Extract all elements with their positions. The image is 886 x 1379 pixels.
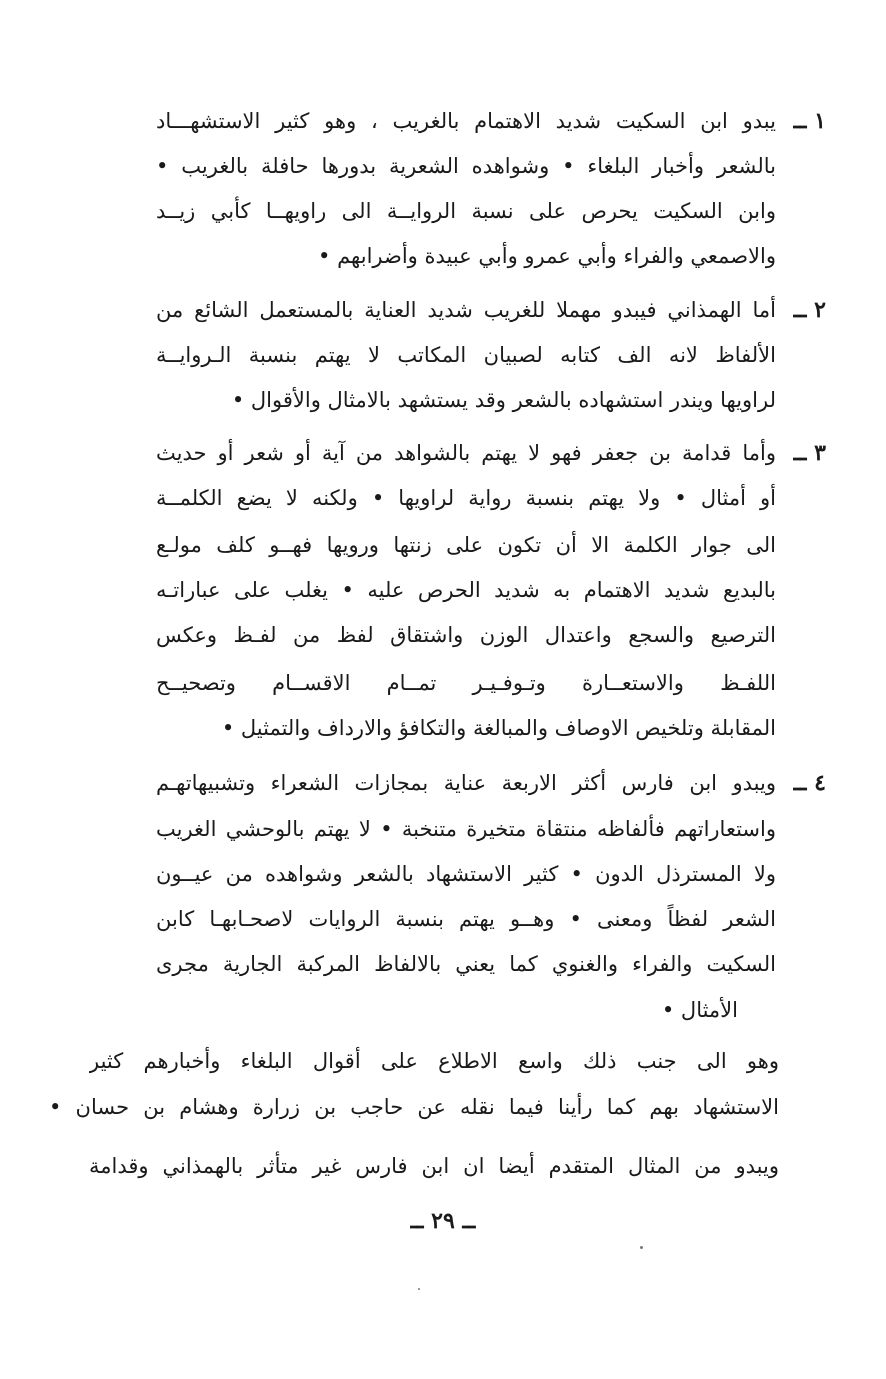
item-1-line-3: وابن السكيت يحرص على نسبة الروايــة الى راويهــا كأبي زيــد [156, 199, 776, 223]
closing-line-3: ويبدو من المثال المتقدم أيضا ان ابن فارس غير متأثر بالهمذاني وقدامة [89, 1154, 779, 1178]
item-2-number: ٢ ــ [793, 297, 826, 323]
item-2-line-1: أما الهمذاني فيبدو مهملا للغريب شديد العناية بالمستعمل الشائع من [156, 298, 776, 322]
scan-speck [418, 1288, 420, 1290]
item-3-line-7: المقابلة وتلخيص الاوصاف والمبالغة والتكافؤ والارداف والتمثيل • [221, 716, 776, 740]
item-1-line-4: والاصمعي والفراء وأبي عمرو وأبي عبيدة وأضرابهم • [318, 244, 776, 268]
item-4-line-4: الشعر لفظاً ومعنى • وهــو يهتم بنسبة الروايات لاصحـابهـا كابن [156, 907, 776, 931]
scan-speck [640, 1246, 643, 1249]
item-1-line-1: يبدو ابن السكيت شديد الاهتمام بالغريب ، وهو كثير الاستشهـــاد [156, 109, 776, 133]
item-1-number: ١ ــ [793, 108, 826, 134]
item-3-line-4: بالبديع شديد الاهتمام به شديد الحرص عليه • يغلب على عباراتـه [156, 578, 776, 602]
item-4-line-5: السكيت والفراء والغنوي كما يعني بالالفاظ المركبة الجارية مجرى [156, 952, 776, 976]
item-3-number: ٣ ــ [793, 440, 826, 466]
page-number: ــ ٢٩ ــ [410, 1208, 476, 1234]
item-2-line-2: الألفاظ لانه الف كتابه لصبيان المكاتب لا يهتم بنسبة الـروايــة [156, 343, 776, 367]
item-4-line-3: ولا المسترذل الدون • كثير الاستشهاد بالشعر وشواهده من عيــون [156, 862, 776, 886]
item-3-line-6: اللفـظ والاستعــارة وتـوفـيـر تمــام الاقســام وتصحيــح [156, 671, 776, 695]
closing-line-1: وهو الى جنب ذلك واسع الاطلاع على أقوال البلغاء وأخبارهم كثير [89, 1049, 779, 1073]
item-3-line-5: الترصيع والسجع واعتدال الوزن واشتقاق لفظ من لفـظ وعكس [156, 623, 776, 647]
item-4-line-1: ويبدو ابن فارس أكثر الاربعة عناية بمجازات الشعراء وتشبيهاتهـم [156, 771, 776, 795]
item-1-line-2: بالشعر وأخبار البلغاء • وشواهده الشعرية بدورها حافلة بالغريب • [156, 154, 776, 178]
item-4-line-2: واستعاراتهم فألفاظه منتقاة متخيرة متنخبة • لا يهتم بالوحشي الغريب [156, 817, 776, 841]
item-3-line-3: الى جوار الكلمة الا أن تكون على زنتها ورويها فهــو كلف مولـع [156, 533, 776, 557]
item-2-line-3: لراويها ويندر استشهاده بالشعر وقد يستشهد بالامثال والأقوال • [231, 388, 776, 412]
item-4-line-6: الأمثال • [661, 998, 738, 1022]
closing-line-2: الاستشهاد بهم كما رأينا فيما نقله عن حاجب بن زرارة وهشام بن حسان • [49, 1095, 779, 1119]
item-3-line-2: أو أمثال • ولا يهتم بنسبة رواية لراويها • ولكنه لا يضع الكلمــة [156, 486, 776, 510]
item-4-number: ٤ ــ [793, 770, 826, 796]
item-3-line-1: وأما قدامة بن جعفر فهو لا يهتم بالشواهد من آية أو شعر أو حديث [156, 441, 776, 465]
